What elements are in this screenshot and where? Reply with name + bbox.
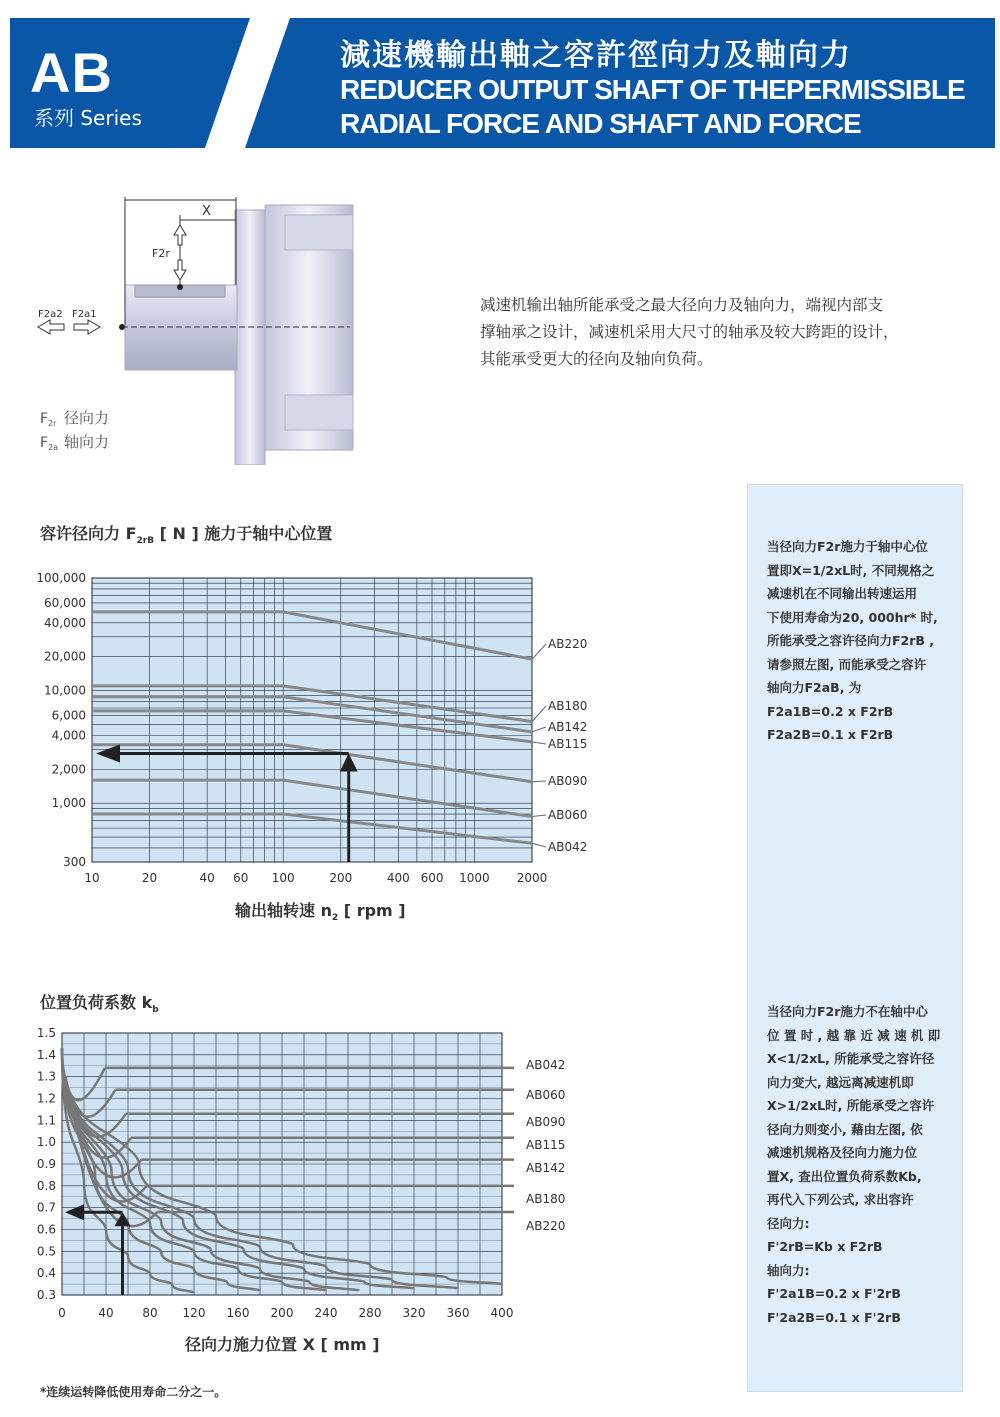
series-leader	[532, 781, 546, 782]
series-label: AB142	[548, 720, 588, 734]
y-tick-label: 1.3	[36, 1069, 56, 1084]
series-label: AB090	[548, 774, 588, 788]
y-tick-label: 1.5	[36, 1026, 56, 1040]
x-tick-label: 20	[141, 871, 158, 885]
x-tick-label: 200	[270, 1306, 294, 1320]
series-label: AB042	[526, 1058, 566, 1072]
x-tick-label: 200	[329, 871, 353, 885]
footnote: *连续运转降低使用寿命二分之一。	[40, 1385, 227, 1399]
x-tick-label: 240	[314, 1306, 338, 1320]
x-tick-label: 360	[446, 1306, 470, 1320]
y-tick-label: 0.5	[36, 1244, 56, 1259]
chart2-title: 位置负荷系数 $k_b$	[40, 993, 159, 1016]
legend-f2a: 轴向力	[64, 433, 110, 451]
x-tick-label: 0	[58, 1306, 66, 1320]
up-arrow-icon	[174, 225, 186, 245]
y-tick-label: 0.3	[36, 1288, 56, 1302]
x-tick-label: 80	[142, 1306, 158, 1320]
flange	[235, 210, 265, 465]
series-label: AB060	[548, 808, 588, 822]
x-tick-label: 2000	[516, 871, 548, 885]
x-tick-label: 40	[199, 871, 215, 885]
y-tick-label: 20,000	[44, 649, 86, 664]
y-tick-label: 6,000	[51, 708, 86, 723]
y-tick-label: 0.7	[36, 1200, 56, 1215]
page-title-en-2: RADIAL FORCE AND SHAFT AND FORCE	[340, 108, 861, 139]
note-axial-force: 当径向力F2r施力于轴中心位 置即X=1/2xL时, 不同规格之 减速机在不同输出转速运用 下使用寿命为20, 000hr* 时, 所能承受之容许径向力F2rB , 请参照左图, 而能承受之容许 轴向力F2aB, 为 F2a1B=0.2 x F2rB F2a2B=0.1 x F2rB	[767, 539, 938, 742]
x-tick-label: 600	[420, 871, 444, 885]
y-tick-label: 4,000	[51, 728, 86, 743]
shaft-diagram	[30, 185, 370, 465]
series-label: AB220	[526, 1219, 566, 1233]
y-tick-label: 1.4	[36, 1047, 56, 1062]
y-tick-label: 0.8	[36, 1178, 56, 1193]
y-tick-label: 1.1	[36, 1113, 56, 1128]
y-tick-label: 2,000	[51, 762, 86, 777]
series-leader	[532, 727, 546, 732]
series-leader	[532, 706, 546, 722]
position-factor-chart	[30, 1020, 630, 1330]
x-tick-label: 400	[386, 871, 410, 885]
x-tick-label: 10	[84, 871, 100, 885]
series-label: AB180	[526, 1192, 566, 1206]
page-title-en-1: REDUCER OUTPUT SHAFT OF THEPERMISSIBLE	[340, 74, 965, 105]
down-arrow-icon	[174, 260, 186, 280]
series-label: AB090	[526, 1115, 566, 1129]
y-tick-label: 10,000	[44, 683, 86, 698]
radial-force-chart	[30, 565, 630, 895]
series-leader	[532, 742, 546, 744]
series-label: AB115	[548, 737, 588, 751]
legend-f2r: 径向力	[64, 409, 110, 427]
x-tick-label: 1000	[459, 871, 490, 885]
x-dimension-label: X	[202, 204, 211, 219]
series-label: AB220	[548, 637, 588, 651]
x-tick-label: 280	[358, 1306, 382, 1320]
series-label: AB142	[526, 1161, 566, 1175]
page-title-cn: 減速機輸出軸之容許徑向力及軸向力	[340, 38, 852, 73]
series-label: AB042	[548, 840, 588, 854]
series-label: AB115	[526, 1138, 566, 1152]
series-label: AB180	[548, 699, 588, 713]
f2a2-label: F2a2	[38, 309, 63, 320]
series-leader	[532, 843, 546, 847]
series-leader	[532, 644, 546, 659]
y-tick-label: 0.4	[36, 1266, 56, 1281]
svg-text:F2a: $F_{2a}$	[40, 435, 59, 452]
chart1-title: 容许径向力 $F_{2rB}$ [ N ] 施力于轴中心位置	[40, 524, 333, 547]
x-tick-label: 100	[271, 871, 295, 885]
chart1-xlabel: 输出轴转速 $n_2$ [ rpm ]	[235, 901, 406, 924]
x-tick-label: 400	[490, 1306, 514, 1320]
series-code: AB	[30, 41, 113, 104]
x-tick-label: 60	[233, 871, 249, 885]
right-arrow-icon	[74, 320, 100, 334]
note-position-factor: 当径向力F2r施力不在轴中心 位 置 时 , 越 靠 近 减 速 机 即 X<1/2xL, 所能承受之容许径 向力变大, 越远离减速机即 X>1/2xL时, 所能承受之容许 径向力则变小, 藉由左图, 依 减速机规格及径向力施力位 置X, 查出位置负荷系数Kb, 再代入下列公式, 求出容许 径向力: F'2rB=Kb x F2rB 轴向力: F'2a1B=0.2 x F'2rB F'2a2B=0.1 x F'2rB	[767, 1004, 941, 1325]
series-label: AB060	[526, 1088, 566, 1102]
chart1-plot-area	[92, 578, 532, 862]
series-leader	[532, 815, 546, 817]
f2a1-label: F2a1	[72, 309, 97, 320]
y-tick-label: 0.6	[36, 1222, 56, 1237]
intro-text: 减速机输出轴所能承受之最大径向力及轴向力，端视内部支 撑轴承之设计，减速机采用大尺寸的轴承及较大跨距的设计， 其能承受更大的径向及轴向负荷。	[480, 296, 899, 368]
y-tick-label: 40,000	[44, 615, 86, 630]
chart2-xlabel: 径向力施力位置 X [ mm ]	[185, 1335, 380, 1354]
left-arrow-icon	[38, 320, 64, 334]
y-tick-label: 1.2	[36, 1091, 56, 1106]
x-tick-label: 40	[98, 1306, 114, 1320]
x-tick-label: 160	[226, 1306, 250, 1320]
x-tick-label: 120	[182, 1306, 206, 1320]
series-subtitle: 系列 Series	[34, 106, 142, 130]
x-tick-label: 320	[402, 1306, 426, 1320]
y-tick-label: 300	[63, 855, 86, 869]
y-tick-label: 1.0	[36, 1135, 56, 1150]
y-tick-label: 0.9	[36, 1157, 56, 1171]
f2r-label: F2r	[152, 247, 170, 260]
y-tick-label: 100,000	[36, 571, 86, 585]
svg-text:F2r: $F_{2r}$	[40, 411, 57, 428]
y-tick-label: 60,000	[44, 595, 86, 610]
y-tick-label: 1,000	[51, 796, 86, 811]
